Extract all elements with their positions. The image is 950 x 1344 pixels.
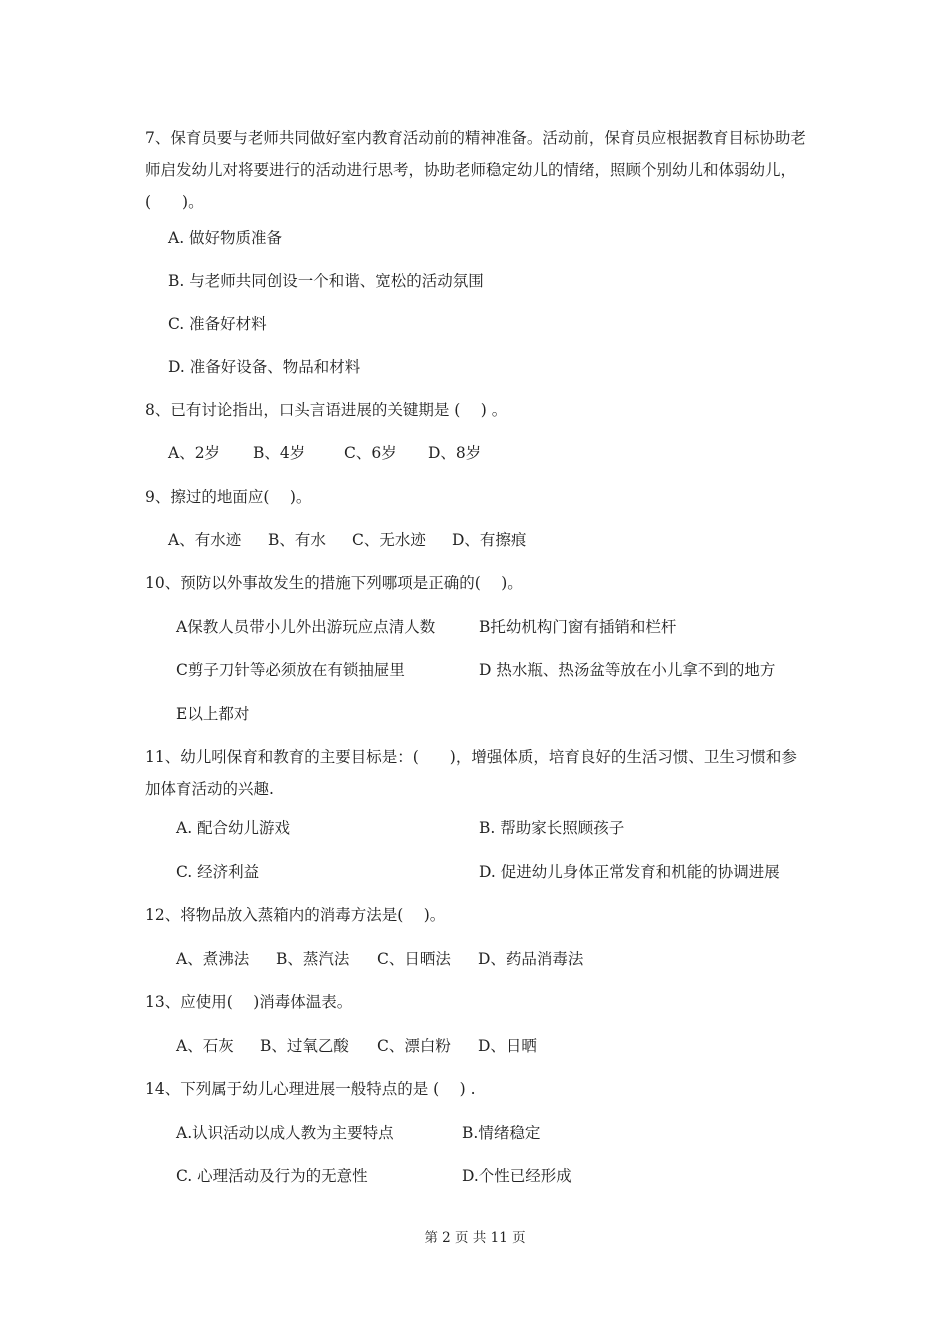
q8-option-d: D、8岁 [428, 444, 482, 462]
q13-option-c: C、漂白粉 [377, 1037, 451, 1055]
q12-option-a: A、煮沸法 [176, 950, 250, 968]
q8-option-c: C、6岁 [344, 444, 397, 462]
q13-option-d: D、日晒 [478, 1037, 537, 1055]
page-footer: 第 2 页 共 11 页 [424, 1230, 526, 1246]
q14-option-a: A.认识活动以成人教为主要特点 [176, 1124, 394, 1142]
question-14-stem: 14、下列属于幼儿心理进展一般特点的是 ( ) . [145, 1080, 476, 1098]
question-8-stem: 8、已有讨论指出，口头言语进展的关键期是 ( ) 。 [145, 401, 508, 419]
q10-option-d: D 热水瓶、热汤盆等放在小儿拿不到的地方 [479, 661, 776, 679]
q8-option-b: B、4岁 [253, 444, 306, 462]
q9-option-a: A、有水迹 [168, 531, 242, 549]
q11-option-a: A. 配合幼儿游戏 [176, 819, 291, 837]
q10-option-e: E以上都对 [176, 705, 250, 723]
question-13-stem: 13、应使用( )消毒体温表。 [145, 993, 353, 1011]
q13-option-b: B、过氧乙酸 [260, 1037, 349, 1055]
q9-option-b: B、有水 [268, 531, 326, 549]
q12-option-c: C、日晒法 [377, 950, 451, 968]
q14-option-c: C. 心理活动及行为的无意性 [176, 1167, 368, 1185]
q11-option-c: C. 经济利益 [176, 863, 260, 881]
q9-option-c: C、无水迹 [352, 531, 426, 549]
q13-option-a: A、石灰 [176, 1037, 234, 1055]
q7-option-a: A. 做好物质准备 [168, 229, 283, 247]
q11-option-b: B. 帮助家长照顾孩子 [479, 819, 625, 837]
q7-option-b: B. 与老师共同创设一个和谐、宽松的活动氛围 [168, 272, 484, 290]
question-9-stem: 9、擦过的地面应( )。 [145, 488, 312, 506]
q8-option-a: A、2岁 [168, 444, 221, 462]
q10-option-a: A保教人员带小儿外出游玩应点清人数 [176, 618, 436, 636]
question-7-stem: 7、保育员要与老师共同做好室内教育活动前的精神准备。活动前，保育员应根据教育目标协助老师启发幼儿对将要进行的活动进行思考，协助老师稳定幼儿的情绪，照顾个别幼儿和体弱幼儿，( )。 [145, 129, 806, 211]
q7-option-c: C. 准备好材料 [168, 315, 267, 333]
q9-option-d: D、有擦痕 [452, 531, 527, 549]
q12-option-d: D、药品消毒法 [478, 950, 584, 968]
question-11-stem: 11、幼儿吲保育和教育的主要目标是：( )，增强体质，培育良好的生活习惯、卫生习惯和参加体育活动的兴趣. [145, 748, 797, 798]
q10-option-b: B托幼机构门窗有插销和栏杆 [479, 618, 677, 636]
q10-option-c: C剪子刀针等必须放在有锁抽屉里 [176, 661, 405, 679]
q7-option-d: D. 准备好设备、物品和材料 [168, 358, 361, 376]
q11-option-d: D. 促进幼儿身体正常发育和机能的协调进展 [479, 863, 780, 881]
question-10-stem: 10、预防以外事故发生的措施下列哪项是正确的( )。 [145, 574, 523, 592]
q14-option-b: B.情绪稳定 [462, 1124, 541, 1142]
q12-option-b: B、蒸汽法 [276, 950, 350, 968]
q14-option-d: D.个性已经形成 [462, 1167, 572, 1185]
question-12-stem: 12、将物品放入蒸箱内的消毒方法是( )。 [145, 906, 446, 924]
